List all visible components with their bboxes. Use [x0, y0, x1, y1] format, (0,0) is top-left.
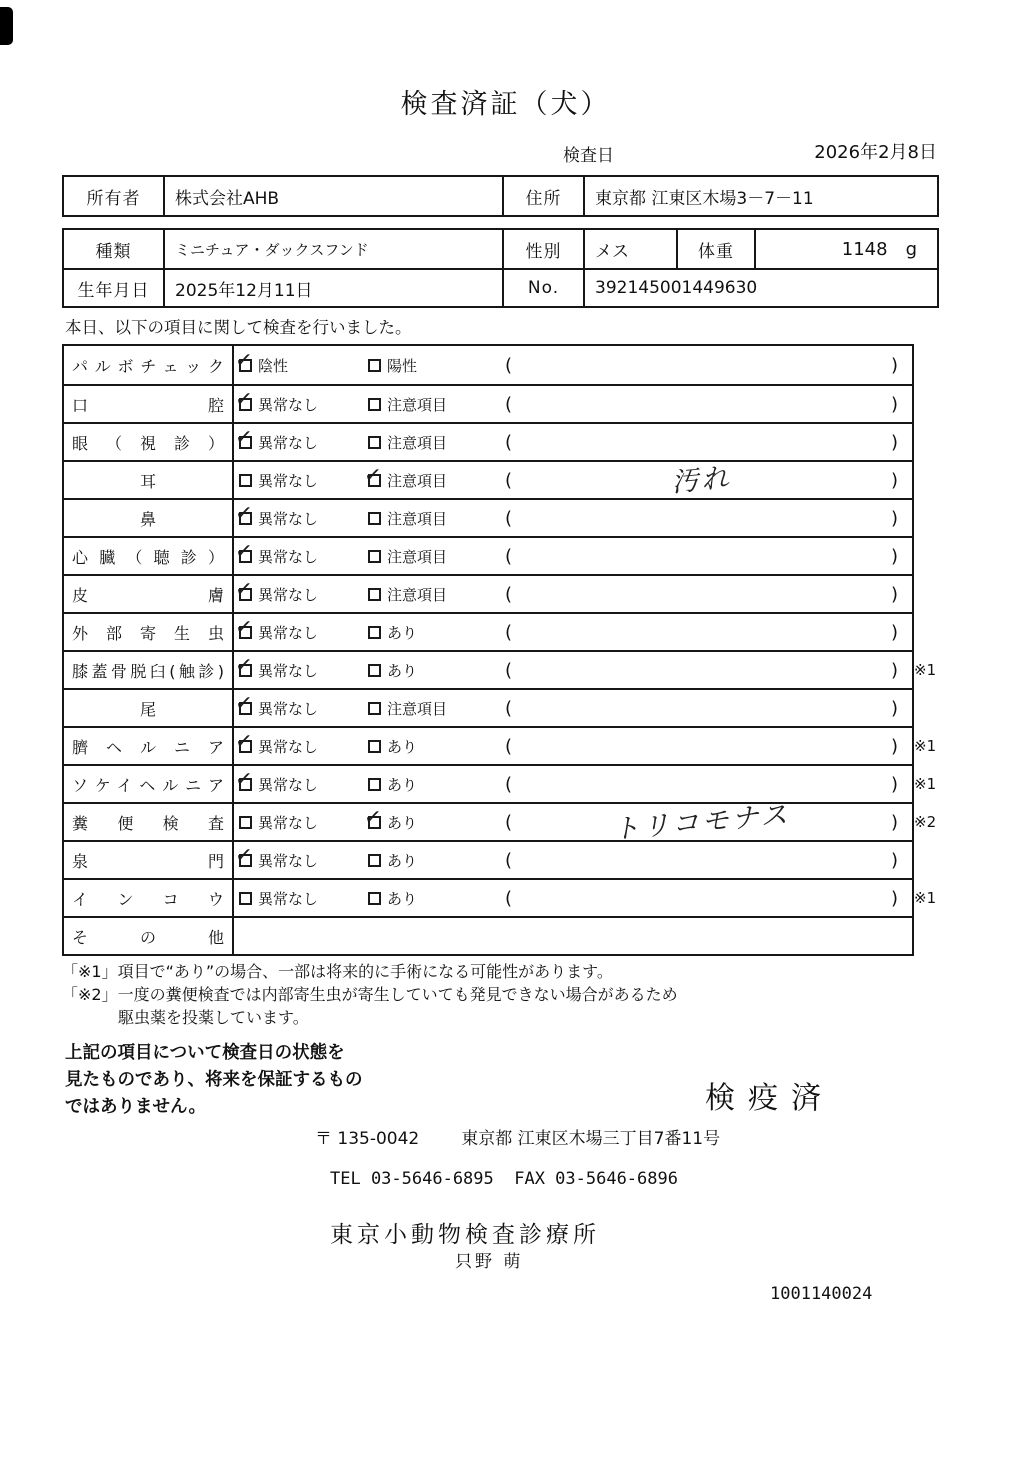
checkbox-icon — [239, 664, 252, 677]
paren-close: ) — [890, 735, 898, 757]
option-1-label: 異常なし — [258, 547, 319, 566]
clinic-name: 東京小動物検査診療所 — [330, 1222, 600, 1248]
disclaimer — [65, 1040, 363, 1121]
paren-close: ) — [890, 393, 898, 415]
option-1 — [234, 546, 368, 567]
option-2-label: 注意項目 — [387, 585, 448, 604]
checkbox-icon — [368, 892, 381, 905]
option-1 — [234, 660, 368, 681]
handwritten-note — [513, 767, 890, 800]
weight-value-cell — [756, 230, 937, 268]
inspection-row-content — [234, 576, 912, 612]
breed-label: 種類 — [64, 230, 165, 268]
option-1 — [234, 394, 368, 415]
checkbox-icon — [368, 398, 381, 411]
no-label: No. — [504, 270, 585, 306]
footnote-mark: ※1 — [914, 661, 937, 679]
owner-value: 株式会社AHB — [165, 177, 504, 215]
option-2 — [368, 355, 505, 376]
option-2-label: あり — [387, 889, 418, 908]
inspection-row-label: 鼻 — [139, 509, 156, 529]
handwritten-note — [513, 425, 890, 458]
handwritten-note — [513, 615, 890, 648]
option-1 — [234, 432, 368, 453]
checkbox-icon — [368, 588, 381, 601]
handwritten-note — [513, 691, 890, 724]
inspection-row-label: 皮膚 — [72, 585, 224, 605]
checkbox-icon — [239, 512, 252, 525]
inspection-row-label-cell — [64, 842, 234, 878]
paren-open: ( — [505, 659, 513, 681]
option-2 — [368, 850, 505, 871]
inspection-row-content — [234, 462, 912, 498]
checkbox-icon — [368, 702, 381, 715]
option-1 — [234, 698, 368, 719]
inspection-row-label-cell — [64, 880, 234, 916]
address-label: 住所 — [504, 177, 585, 215]
option-1-label: 異常なし — [258, 737, 319, 756]
inspection-row — [64, 460, 912, 498]
owner-table — [62, 175, 939, 217]
handwritten-note — [513, 501, 890, 534]
footnote-mark: ※2 — [914, 813, 937, 831]
sex-value: メス — [585, 230, 678, 268]
inspection-row-label-cell — [64, 424, 234, 460]
owner-row — [64, 177, 937, 215]
inspection-row-content — [234, 918, 912, 954]
handwritten-note — [513, 729, 890, 762]
paren-open: ( — [505, 354, 513, 376]
footnote-2-cont: 駆虫薬を投薬しています。 — [118, 1008, 309, 1027]
option-2 — [368, 546, 505, 567]
option-2-label: 注意項目 — [387, 395, 448, 414]
inspection-row — [64, 384, 912, 422]
handwritten-note — [513, 539, 890, 572]
inspection-row-label-cell — [64, 386, 234, 422]
inspection-row-content — [234, 652, 912, 688]
paren-open: ( — [505, 545, 513, 567]
paren-open: ( — [505, 469, 513, 491]
option-2 — [368, 584, 505, 605]
paren-close: ) — [890, 507, 898, 529]
option-1 — [234, 812, 368, 833]
option-1 — [234, 774, 368, 795]
option-2-label: あり — [387, 737, 418, 756]
paren-close: ) — [890, 469, 898, 491]
paren-close: ) — [890, 354, 898, 376]
option-1-label: 異常なし — [258, 699, 319, 718]
breed-value: ミニチュア・ダックスフンド — [165, 230, 504, 268]
option-2 — [368, 774, 505, 795]
inspection-row — [64, 840, 912, 878]
paren-open: ( — [505, 507, 513, 529]
inspection-row-content — [234, 766, 912, 802]
option-2-label: 陽性 — [387, 356, 418, 375]
handwritten-note: トリコモナス — [611, 798, 792, 846]
inspection-row — [64, 916, 912, 954]
paren-close: ) — [890, 849, 898, 871]
postal-line — [315, 1124, 720, 1149]
paren-open: ( — [505, 393, 513, 415]
inspection-row-content — [234, 842, 912, 878]
checkbox-icon — [239, 778, 252, 791]
option-1-label: 異常なし — [258, 509, 319, 528]
inspection-row-content — [234, 386, 912, 422]
footnote-2: 「※2」一度の糞便検査では内部寄生虫が寄生していても発見できない場合があるため — [62, 985, 678, 1004]
checkbox-icon — [239, 474, 252, 487]
paren-close: ) — [890, 583, 898, 605]
inspection-row-content — [234, 880, 912, 916]
option-1-label: 異常なし — [258, 395, 319, 414]
option-1 — [234, 622, 368, 643]
option-2-label: あり — [387, 813, 418, 832]
option-1-label: 異常なし — [258, 433, 319, 452]
weight-value: 1148 — [841, 238, 888, 260]
paren-open: ( — [505, 887, 513, 909]
checkbox-icon — [368, 854, 381, 867]
option-1 — [234, 508, 368, 529]
option-2-label: あり — [387, 661, 418, 680]
inspection-row-content — [234, 500, 912, 536]
weight-label: 体重 — [678, 230, 756, 268]
info-table — [62, 228, 939, 308]
option-2-label: 注意項目 — [387, 509, 448, 528]
option-2 — [368, 660, 505, 681]
inspection-row — [64, 536, 912, 574]
no-value: 392145001449630 — [595, 278, 758, 298]
checkbox-icon — [239, 854, 252, 867]
inspection-row-label-cell — [64, 766, 234, 802]
inspection-row-content — [234, 346, 912, 384]
disclaimer-line-3: ではありません。 — [65, 1097, 207, 1117]
paren-open: ( — [505, 621, 513, 643]
page-title: 検査済証（犬） — [400, 89, 611, 120]
checkbox-icon — [368, 550, 381, 563]
inspection-row-label: 糞便検査 — [72, 813, 224, 833]
inspection-row-content — [234, 798, 912, 846]
inspection-row — [64, 764, 937, 802]
option-1-label: 異常なし — [258, 471, 319, 490]
paren-open: ( — [505, 849, 513, 871]
birth-value: 2025年12月11日 — [165, 270, 504, 306]
option-2 — [368, 508, 505, 529]
checkbox-icon — [368, 664, 381, 677]
inspection-row-label-cell — [64, 918, 234, 954]
inspection-row-label-cell — [64, 728, 234, 764]
inspection-row — [64, 726, 937, 764]
option-1-label: 陰性 — [258, 356, 289, 375]
inspection-row-label: 泉門 — [72, 851, 224, 871]
checkbox-icon — [368, 474, 381, 487]
checkbox-icon — [368, 436, 381, 449]
sex-label: 性別 — [504, 230, 585, 268]
paren-close: ) — [890, 431, 898, 453]
checkbox-icon — [368, 740, 381, 753]
option-1 — [234, 888, 368, 909]
option-2-label: あり — [387, 851, 418, 870]
footnote-mark: ※1 — [914, 737, 937, 755]
inspection-row-label-cell — [64, 500, 234, 536]
checkbox-icon — [239, 626, 252, 639]
clinic-address: 東京都 江東区木場三丁目7番11号 — [461, 1129, 721, 1149]
option-1-label: 異常なし — [258, 585, 319, 604]
inspection-row-label: 眼（視診） — [72, 433, 224, 453]
handwritten-note — [513, 843, 890, 876]
inspection-row-label-cell — [64, 652, 234, 688]
option-1 — [234, 850, 368, 871]
handwritten-note — [513, 387, 890, 420]
weight-unit: g — [905, 238, 917, 260]
paren-open: ( — [505, 697, 513, 719]
inspection-table — [62, 344, 937, 956]
inspection-row-label: 臍ヘルニア — [72, 737, 224, 757]
inspection-row-label-cell — [64, 576, 234, 612]
quarantine-stamp: 検疫済 — [705, 1081, 834, 1116]
inspection-row-label: 心臓（聴診） — [72, 547, 224, 567]
paren-open: ( — [505, 431, 513, 453]
inspection-row — [64, 574, 912, 612]
option-2-label: 注意項目 — [387, 433, 448, 452]
option-2 — [368, 622, 505, 643]
option-2-label: 注意項目 — [387, 471, 448, 490]
address-value: 東京都 江東区木場3－7－11 — [595, 188, 814, 209]
inspection-date-value: 2026年2月8日 — [814, 142, 937, 163]
breed-row — [64, 230, 937, 268]
owner-label: 所有者 — [64, 177, 165, 215]
inspection-row-content — [234, 614, 912, 650]
checkbox-icon — [368, 359, 381, 372]
inspection-row-label-cell — [64, 346, 234, 384]
option-1 — [234, 584, 368, 605]
inspection-row — [64, 688, 912, 726]
checkbox-icon — [239, 436, 252, 449]
inspection-row-label-cell — [64, 614, 234, 650]
tel-fax-line: TEL 03-5646-6895 FAX 03-5646-6896 — [330, 1169, 678, 1189]
inspection-row — [64, 878, 937, 916]
paren-close: ) — [890, 659, 898, 681]
option-1-label: 異常なし — [258, 851, 319, 870]
paren-close: ) — [890, 545, 898, 567]
option-2 — [368, 888, 505, 909]
option-1 — [234, 470, 368, 491]
checkbox-icon — [239, 588, 252, 601]
paren-close: ) — [890, 697, 898, 719]
birth-row — [64, 268, 937, 306]
footnote-mark: ※1 — [914, 889, 937, 907]
inspection-row — [64, 798, 937, 846]
inspection-row — [64, 346, 912, 384]
intro-text: 本日、以下の項目に関して検査を行いました。 — [65, 318, 412, 337]
inspection-row-label: その他 — [72, 927, 224, 947]
disclaimer-line-1: 上記の項目について検査日の状態を — [65, 1043, 345, 1063]
inspection-row-label: 尾 — [139, 699, 156, 719]
footnotes — [62, 960, 678, 1029]
option-2 — [368, 470, 505, 491]
option-2 — [368, 812, 505, 833]
inspection-row-content — [234, 690, 912, 726]
option-1-label: 異常なし — [258, 889, 319, 908]
checkbox-icon — [368, 512, 381, 525]
inspection-row-label-cell — [64, 804, 234, 840]
inspection-row-label: 外部寄生虫 — [72, 623, 224, 643]
birth-label: 生年月日 — [64, 270, 165, 306]
footnote-1: 「※1」項目で“あり”の場合、一部は将来的に手術になる可能性があります。 — [62, 962, 613, 981]
scan-artifact — [0, 7, 13, 45]
paren-close: ) — [890, 621, 898, 643]
paren-close: ) — [890, 773, 898, 795]
inspection-date-label: 検査日 — [563, 146, 614, 166]
checkbox-icon — [239, 398, 252, 411]
handwritten-note — [513, 653, 890, 686]
option-1-label: 異常なし — [258, 775, 319, 794]
inspection-row — [64, 650, 937, 688]
checkbox-icon — [239, 740, 252, 753]
footnote-mark: ※1 — [914, 775, 937, 793]
examiner-name: 只野 萌 — [455, 1252, 524, 1272]
option-1-label: 異常なし — [258, 661, 319, 680]
paren-open: ( — [505, 773, 513, 795]
paren-open: ( — [505, 583, 513, 605]
serial-number: 1001140024 — [770, 1284, 873, 1304]
inspection-row — [64, 612, 912, 650]
option-1 — [234, 355, 368, 376]
checkbox-icon — [239, 816, 252, 829]
option-2 — [368, 698, 505, 719]
inspection-row — [64, 422, 912, 460]
option-1-label: 異常なし — [258, 623, 319, 642]
inspection-row-label-cell — [64, 462, 234, 498]
option-2 — [368, 432, 505, 453]
inspection-row-label: パルボチェック — [72, 356, 224, 376]
paren-close: ) — [890, 887, 898, 909]
inspection-row-label: ソケイヘルニア — [72, 775, 224, 795]
option-1 — [234, 736, 368, 757]
inspection-row-content — [234, 424, 912, 460]
handwritten-note — [513, 577, 890, 610]
inspection-row-label-cell — [64, 690, 234, 726]
checkbox-icon — [368, 816, 381, 829]
option-2-label: あり — [387, 775, 418, 794]
option-2 — [368, 394, 505, 415]
inspection-row-label: 耳 — [139, 471, 156, 491]
checkbox-icon — [368, 626, 381, 639]
checkbox-icon — [239, 892, 252, 905]
checkbox-icon — [368, 778, 381, 791]
inspection-row-label: 口腔 — [72, 395, 224, 415]
paren-open: ( — [505, 735, 513, 757]
handwritten-note — [513, 348, 890, 381]
disclaimer-line-2: 見たものであり、将来を保証するもの — [65, 1070, 363, 1090]
checkbox-icon — [239, 359, 252, 372]
paren-open: ( — [505, 811, 513, 833]
handwritten-note — [513, 881, 890, 914]
inspection-row-content — [234, 538, 912, 574]
checkbox-icon — [239, 702, 252, 715]
handwritten-note: 汚れ — [670, 461, 733, 499]
postal-code: 〒 135-0042 — [315, 1129, 420, 1149]
inspection-row-label: インコウ — [72, 889, 224, 909]
option-2-label: あり — [387, 623, 418, 642]
inspection-row-content — [234, 728, 912, 764]
option-1-label: 異常なし — [258, 813, 319, 832]
paren-close: ) — [890, 811, 898, 833]
inspection-row-label: 膝蓋骨脱臼(触診) — [72, 661, 224, 681]
checkbox-icon — [239, 550, 252, 563]
inspection-row — [64, 498, 912, 536]
option-2 — [368, 736, 505, 757]
option-2-label: 注意項目 — [387, 547, 448, 566]
option-2-label: 注意項目 — [387, 699, 448, 718]
inspection-row-label-cell — [64, 538, 234, 574]
